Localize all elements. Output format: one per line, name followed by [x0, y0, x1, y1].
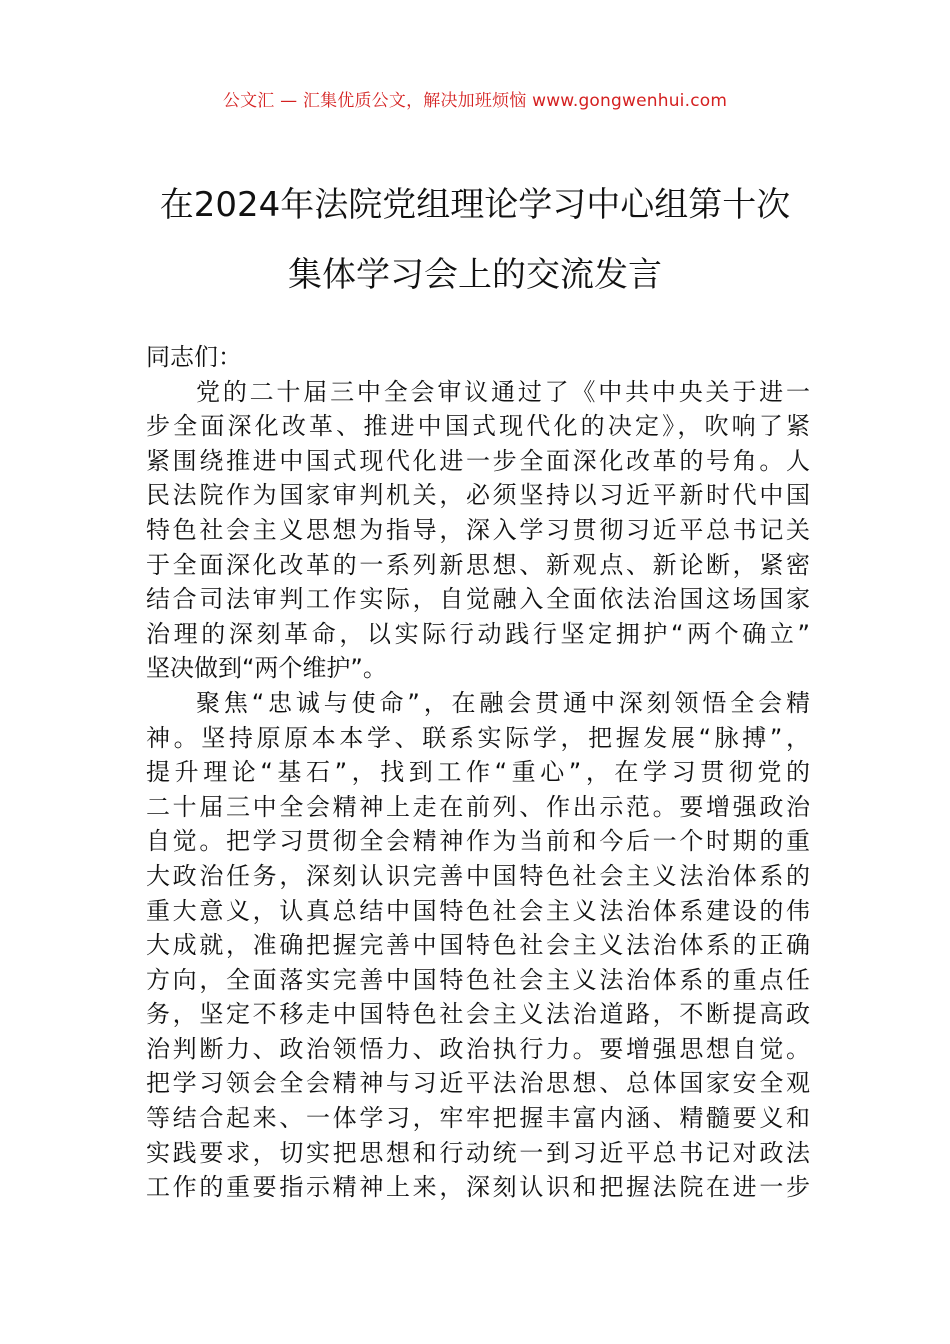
body-line: 务，坚定不移走中国特色社会主义法治道路，不断提高政 [146, 1000, 810, 1029]
body-line: 提升理论“基石”，找到工作“重心”，在学习贯彻党的 [146, 758, 810, 787]
body-line: 坚决做到“两个维护”。 [146, 654, 387, 683]
body-line: 神。坚持原原本本学、联系实际学，把握发展“脉搏”， [146, 723, 810, 752]
body-line: 方向，全面落实完善中国特色社会主义法治体系的重点任 [146, 965, 810, 994]
body-line: 聚焦“忠诚与使命”，在融会贯通中深刻领悟全会精 [196, 688, 810, 717]
body-line: 大政治任务，深刻认识完善中国特色社会主义法治体系的 [146, 861, 810, 890]
salutation: 同志们： [146, 343, 242, 371]
document-body [146, 340, 810, 1205]
body-line: 紧围绕推进中国式现代化进一步全面深化改革的号角。人 [146, 446, 810, 475]
title-line-1: 在2024年法院党组理论学习中心组第十次 [159, 185, 791, 225]
body-line: 党的二十届三中全会审议通过了《中共中央关于进一 [196, 377, 810, 406]
body-line: 二十届三中全会精神上走在前列、作出示范。要增强政治 [146, 792, 810, 821]
body-line: 治理的深刻革命，以实际行动践行坚定拥护“两个确立” [146, 619, 810, 648]
body-line: 重大意义，认真总结中国特色社会主义法治体系建设的伟 [146, 896, 810, 925]
body-line: 结合司法审判工作实际，自觉融入全面依法治国这场国家 [146, 585, 810, 614]
body-line: 治判断力、政治领悟力、政治执行力。要增强思想自觉。 [146, 1034, 810, 1063]
body-line: 实践要求，切实把思想和行动统一到习近平总书记对政法 [146, 1138, 810, 1167]
body-line: 大成就，准确把握完善中国特色社会主义法治体系的正确 [146, 931, 810, 960]
document-title [100, 170, 850, 310]
body-line: 特色社会主义思想为指导，深入学习贯彻习近平总书记关 [146, 515, 810, 544]
body-line: 自觉。把学习贯彻全会精神作为当前和今后一个时期的重 [146, 827, 810, 856]
body-line: 步全面深化改革、推进中国式现代化的决定》，吹响了紧 [146, 412, 810, 441]
body-line: 民法院作为国家审判机关，必须坚持以习近平新时代中国 [146, 481, 810, 510]
body-line: 工作的重要指示精神上来，深刻认识和把握法院在进一步 [146, 1173, 810, 1202]
body-line: 等结合起来、一体学习，牢牢把握丰富内涵、精髓要义和 [146, 1104, 810, 1133]
header-banner: 公文汇 — 汇集优质公文，解决加班烦恼 www.gongwenhui.com [222, 91, 728, 111]
body-line: 把学习领会全会精神与习近平法治思想、总体国家安全观 [146, 1069, 810, 1098]
body-line: 于全面深化改革的一系列新思想、新观点、新论断，紧密 [146, 550, 810, 579]
title-line-2: 集体学习会上的交流发言 [288, 255, 662, 295]
